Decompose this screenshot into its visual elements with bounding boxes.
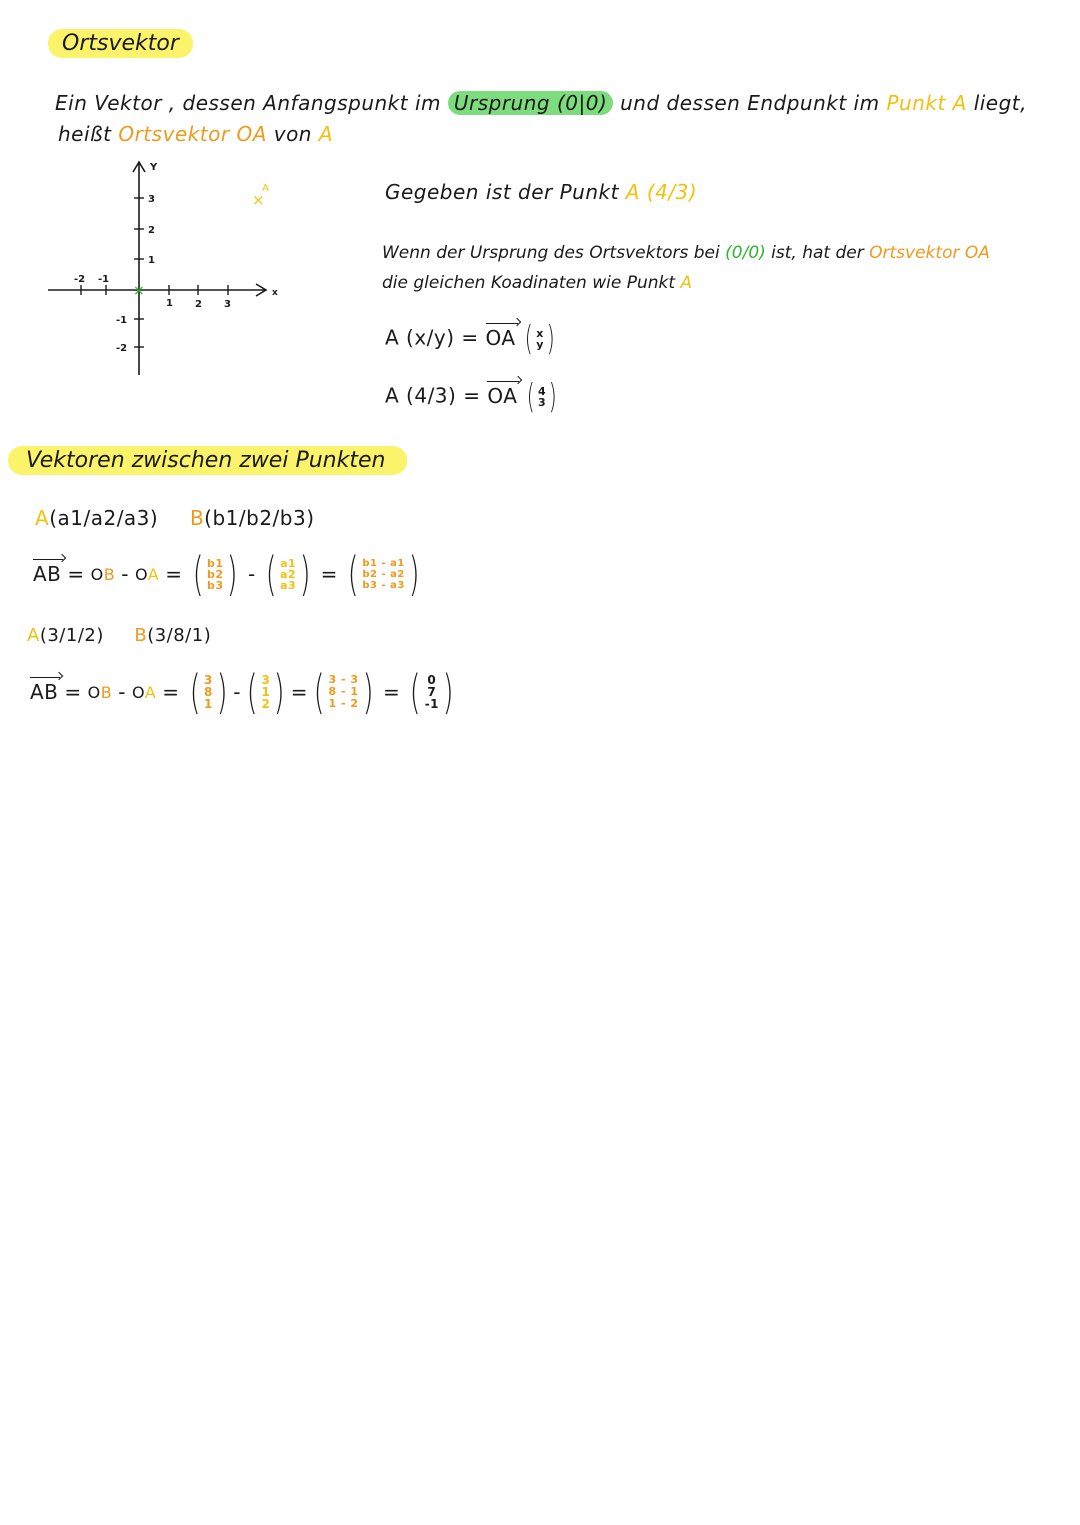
vec-entry: a1 bbox=[280, 556, 297, 570]
point-b-coords: (b1/b2/b3) bbox=[204, 506, 315, 530]
intro-text-c: liegt, bbox=[973, 91, 1027, 115]
x-tick-label: 3 bbox=[224, 299, 231, 310]
column-vector-b: ( b1 b2 b3 ) bbox=[192, 547, 239, 601]
ob-term: OB bbox=[90, 564, 116, 584]
intro-text-a: Ein Vektor , dessen Anfangspunkt im bbox=[55, 91, 441, 115]
intro-line-1 bbox=[55, 91, 1027, 115]
y-tick-label: 3 bbox=[148, 194, 155, 205]
vec-entry: 3 bbox=[538, 396, 547, 409]
equals-sign: = bbox=[320, 562, 338, 586]
vec-entry: 7 bbox=[427, 685, 437, 699]
column-vector-ex-diff: ( 3 - 3 8 - 1 1 - 2 ) bbox=[313, 665, 374, 719]
ex-point-a-letter: A bbox=[27, 625, 40, 646]
oa-term: OA bbox=[131, 682, 157, 702]
y-axis-label: Y bbox=[150, 162, 158, 173]
vec-entry: 2 bbox=[261, 697, 271, 711]
example-formula bbox=[30, 665, 457, 719]
equals-sign: = bbox=[290, 680, 309, 704]
column-vector-diff: ( b1 - a1 b2 - a2 b3 - a3 ) bbox=[347, 547, 420, 601]
rule-point-a: A bbox=[680, 273, 693, 293]
vec-entry: 0 bbox=[427, 673, 437, 687]
vec-entry: 3 bbox=[261, 673, 271, 687]
column-vector-ex-a: ( 3 1 2 ) bbox=[246, 665, 286, 719]
vec-entry: a3 bbox=[280, 578, 297, 592]
origin-marker: × bbox=[133, 283, 145, 299]
ex-point-b-coords: (3/8/1) bbox=[147, 625, 212, 646]
point-a-coords: (a1/a2/a3) bbox=[49, 506, 159, 530]
vector-oa: OA bbox=[485, 325, 516, 350]
vec-entry: 3 bbox=[203, 673, 213, 687]
x-axis-label: x bbox=[272, 288, 278, 298]
vec-entry: 8 - 1 bbox=[328, 685, 359, 698]
intro2-point-a: A bbox=[318, 122, 334, 146]
equals-sign: = bbox=[382, 680, 401, 704]
rule-text-b: ist, hat der bbox=[771, 243, 864, 263]
vec-entry: b1 - a1 bbox=[362, 557, 405, 569]
intro-line-2 bbox=[58, 122, 333, 146]
column-vector-a: ( a1 a2 a3 ) bbox=[265, 547, 311, 601]
point-b-letter: B bbox=[189, 506, 205, 530]
section-heading-ortsvektor: Ortsvektor bbox=[48, 29, 193, 58]
vec-entry: -1 bbox=[424, 697, 440, 711]
x-tick-label: 2 bbox=[195, 299, 202, 310]
minus-sign: - bbox=[121, 562, 129, 586]
coordinate-system bbox=[40, 155, 300, 385]
ex-point-b-letter: B bbox=[134, 625, 148, 646]
point-a-letter: A bbox=[35, 506, 50, 530]
x-tick-label: -2 bbox=[74, 274, 86, 285]
vec-entry: b1 bbox=[206, 556, 224, 570]
section-heading-vektoren: Vektoren zwischen zwei Punkten bbox=[8, 446, 407, 475]
rule-line-2 bbox=[382, 273, 692, 293]
general-formula bbox=[33, 547, 423, 601]
equals-sign: = bbox=[165, 562, 183, 586]
equals-sign: = bbox=[162, 680, 180, 704]
y-tick-label: 2 bbox=[148, 225, 155, 236]
ob-term: OB bbox=[87, 682, 113, 702]
vec-entry: x bbox=[536, 327, 544, 340]
vec-entry: b3 bbox=[206, 578, 224, 592]
rule-text-c: die gleichen Koadinaten wie Punkt bbox=[382, 273, 676, 293]
general-points bbox=[35, 506, 315, 530]
x-tick-label: -1 bbox=[98, 274, 110, 285]
formula-general bbox=[385, 319, 558, 359]
minus-sign: - bbox=[233, 680, 241, 704]
point-a-label: A bbox=[262, 183, 269, 194]
vec-entry: b2 bbox=[206, 567, 224, 581]
column-vector-xy: ( x y ) bbox=[525, 319, 555, 359]
minus-sign: - bbox=[247, 562, 256, 586]
oa-term: OA bbox=[134, 564, 160, 584]
y-tick-label: -1 bbox=[116, 315, 128, 326]
given-line bbox=[385, 180, 697, 204]
column-vector-43: ( 4 3 ) bbox=[527, 377, 558, 417]
vec-entry: 3 - 3 bbox=[328, 673, 359, 686]
intro2-term: Ortsvektor OA bbox=[118, 122, 267, 146]
vec-entry: 8 bbox=[203, 685, 213, 699]
intro-text-b: und dessen Endpunkt im bbox=[620, 91, 880, 115]
minus-sign: - bbox=[118, 680, 126, 704]
vec-entry: 1 - 2 bbox=[328, 697, 359, 710]
formula-example bbox=[385, 377, 560, 417]
given-point: A (4/3) bbox=[625, 180, 698, 204]
vector-ab: AB bbox=[30, 680, 59, 704]
formula-general-left: A (x/y) = bbox=[385, 325, 479, 350]
vec-entry: b2 - a2 bbox=[362, 568, 405, 580]
rule-origin: (0/0) bbox=[725, 243, 766, 263]
point-a-marker: × bbox=[252, 191, 265, 209]
example-points bbox=[27, 625, 211, 646]
equals-sign: = bbox=[64, 680, 82, 704]
vector-oa: OA bbox=[487, 383, 518, 408]
y-tick-label: 1 bbox=[148, 255, 155, 266]
formula-example-left: A (4/3) = bbox=[385, 383, 481, 408]
intro-point-a: Punkt A bbox=[886, 91, 967, 115]
y-tick-label: -2 bbox=[116, 343, 128, 354]
vec-entry: b3 - a3 bbox=[362, 579, 405, 591]
intro2-text-b: von bbox=[273, 122, 312, 146]
vec-entry: y bbox=[536, 338, 544, 351]
rule-line-1 bbox=[382, 243, 990, 263]
intro2-text-a: heißt bbox=[58, 122, 112, 146]
given-text: Gegeben ist der Punkt bbox=[385, 180, 619, 204]
x-tick-label: 1 bbox=[166, 298, 173, 309]
column-vector-ex-b: ( 3 8 1 ) bbox=[189, 665, 228, 719]
origin-highlight: Ursprung (0|0) bbox=[448, 91, 613, 115]
column-vector-ex-result: ( 0 7 -1 ) bbox=[409, 665, 454, 719]
ex-point-a-coords: (3/1/2) bbox=[39, 625, 104, 646]
vector-ab: AB bbox=[33, 562, 62, 586]
rule-text-a: Wenn der Ursprung des Ortsvektors bei bbox=[382, 243, 720, 263]
rule-term: Ortsvektor OA bbox=[869, 243, 990, 263]
vec-entry: 1 bbox=[203, 697, 213, 711]
vec-entry: a2 bbox=[280, 567, 297, 581]
equals-sign: = bbox=[67, 562, 85, 586]
vec-entry: 1 bbox=[261, 685, 271, 699]
vec-entry: 4 bbox=[538, 385, 547, 398]
